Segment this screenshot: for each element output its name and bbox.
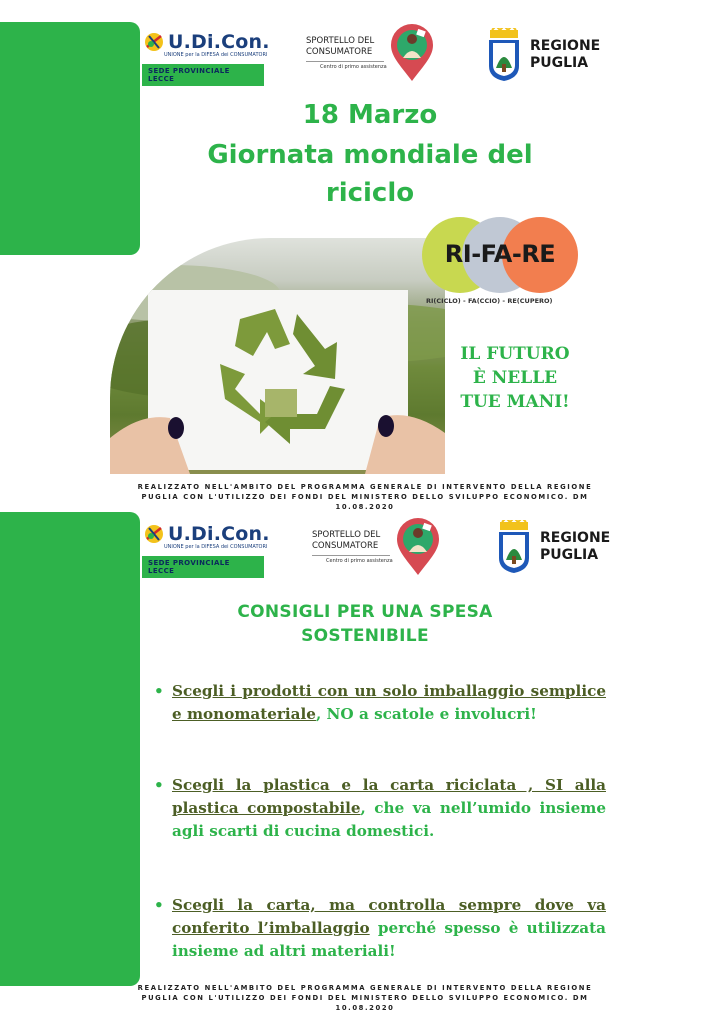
- udicon-emblem-icon: [142, 30, 166, 54]
- tip-item-3: [150, 894, 606, 963]
- page-title-line3: riciclo: [325, 178, 415, 208]
- footer-1-line1: REALIZZATO NELL'AMBITO DEL PROGRAMMA GENERALE DI INTERVENTO DELLA REGIONE: [137, 483, 593, 491]
- green-side-bar-bottom: [0, 512, 140, 986]
- futuro-line2: È NELLE: [472, 368, 558, 388]
- tips-title-line2: SOSTENIBILE: [301, 626, 429, 646]
- rifare-caption: RI(CICLO) - FA(CCIO) - RE(CUPERO): [426, 297, 553, 305]
- regione-puglia-logo-2: [496, 520, 610, 574]
- footer-1-line2: PUGLIA CON L'UTILIZZO DEI FONDI DEL MINISTERO DELLO SVILUPPO ECONOMICO. DM: [141, 493, 589, 501]
- footer-2-line3: 10.08.2020: [335, 1004, 395, 1012]
- sportello-small: Centro di primo assistenza: [326, 558, 393, 564]
- udicon-subtitle: UNIONE per la DIFESA dei CONSUMATORI: [164, 52, 268, 58]
- sportello-line2: CONSUMATORE: [306, 47, 373, 57]
- regione-line2: PUGLIA: [530, 55, 589, 71]
- rifare-logo-text: RI-FA-RE: [444, 240, 556, 268]
- sportello-logo: [306, 24, 435, 82]
- green-side-bar-top: [0, 22, 140, 255]
- sportello-logo-2: [312, 518, 441, 576]
- regione-line1: REGIONE: [540, 530, 611, 546]
- tip-2-rest: , che va nell’umido insieme agli scarti di cucina domestici.: [172, 799, 606, 840]
- udicon-band: SEDE PROVINCIALE LECCE: [142, 556, 264, 578]
- tips-title-line1: CONSIGLI PER UNA SPESA: [237, 602, 493, 622]
- udicon-name: U.Di.Con.: [168, 523, 270, 545]
- regione-puglia-logo: [486, 28, 600, 82]
- udicon-logo-2: [142, 522, 270, 578]
- futuro-line3: TUE MANI!: [460, 392, 570, 412]
- tip-1-rest: , NO a scatole e involucri!: [315, 705, 537, 723]
- tip-3-rest: perché spesso è utilizzata insieme ad altri materiali!: [172, 919, 606, 960]
- tip-item-2: [150, 774, 606, 843]
- regione-crest-icon: [496, 520, 532, 574]
- regione-line2: PUGLIA: [540, 547, 599, 563]
- footer-2-line2: PUGLIA CON L'UTILIZZO DEI FONDI DEL MINISTERO DELLO SVILUPPO ECONOMICO. DM: [141, 994, 589, 1002]
- bullet-icon: •: [154, 776, 164, 794]
- tip-2-underlined: Scegli la plastica e la carta riciclata , SI alla plastica compostabile: [172, 776, 606, 817]
- footer-1: [100, 482, 630, 512]
- sportello-line1: SPORTELLO DEL: [312, 530, 381, 540]
- udicon-band: SEDE PROVINCIALE LECCE: [142, 64, 264, 86]
- futuro-line1: IL FUTURO: [460, 344, 570, 364]
- footer-2: [100, 983, 630, 1013]
- tip-3-underlined: Scegli la carta, ma controlla sempre dove va conferito l’imballaggio: [172, 896, 606, 937]
- tip-1-underlined: Scegli i prodotti con un solo imballaggio semplice e monomateriale: [172, 682, 606, 723]
- sportello-pin-icon: [395, 518, 441, 576]
- footer-1-line3: 10.08.2020: [335, 503, 395, 511]
- page-title-line1: 18 Marzo: [302, 100, 438, 130]
- tip-item-1: [150, 680, 606, 726]
- udicon-subtitle: UNIONE per la DIFESA dei CONSUMATORI: [164, 544, 268, 550]
- sportello-pin-icon: [389, 24, 435, 82]
- page-title-line2: Giornata mondiale del: [207, 140, 533, 170]
- sportello-line1: SPORTELLO DEL: [306, 36, 375, 46]
- udicon-logo: [142, 30, 270, 86]
- bullet-icon: •: [154, 682, 164, 700]
- udicon-emblem-icon: [142, 522, 166, 546]
- sportello-small: Centro di primo assistenza: [320, 64, 387, 70]
- footer-2-line1: REALIZZATO NELL'AMBITO DEL PROGRAMMA GENERALE DI INTERVENTO DELLA REGIONE: [137, 984, 593, 992]
- udicon-name: U.Di.Con.: [168, 31, 270, 53]
- bullet-icon: •: [154, 896, 164, 914]
- sportello-line2: CONSUMATORE: [312, 541, 379, 551]
- recycle-symbol-icon: [205, 304, 355, 444]
- regione-crest-icon: [486, 28, 522, 82]
- recycle-photo: [110, 238, 445, 474]
- regione-line1: REGIONE: [530, 38, 601, 54]
